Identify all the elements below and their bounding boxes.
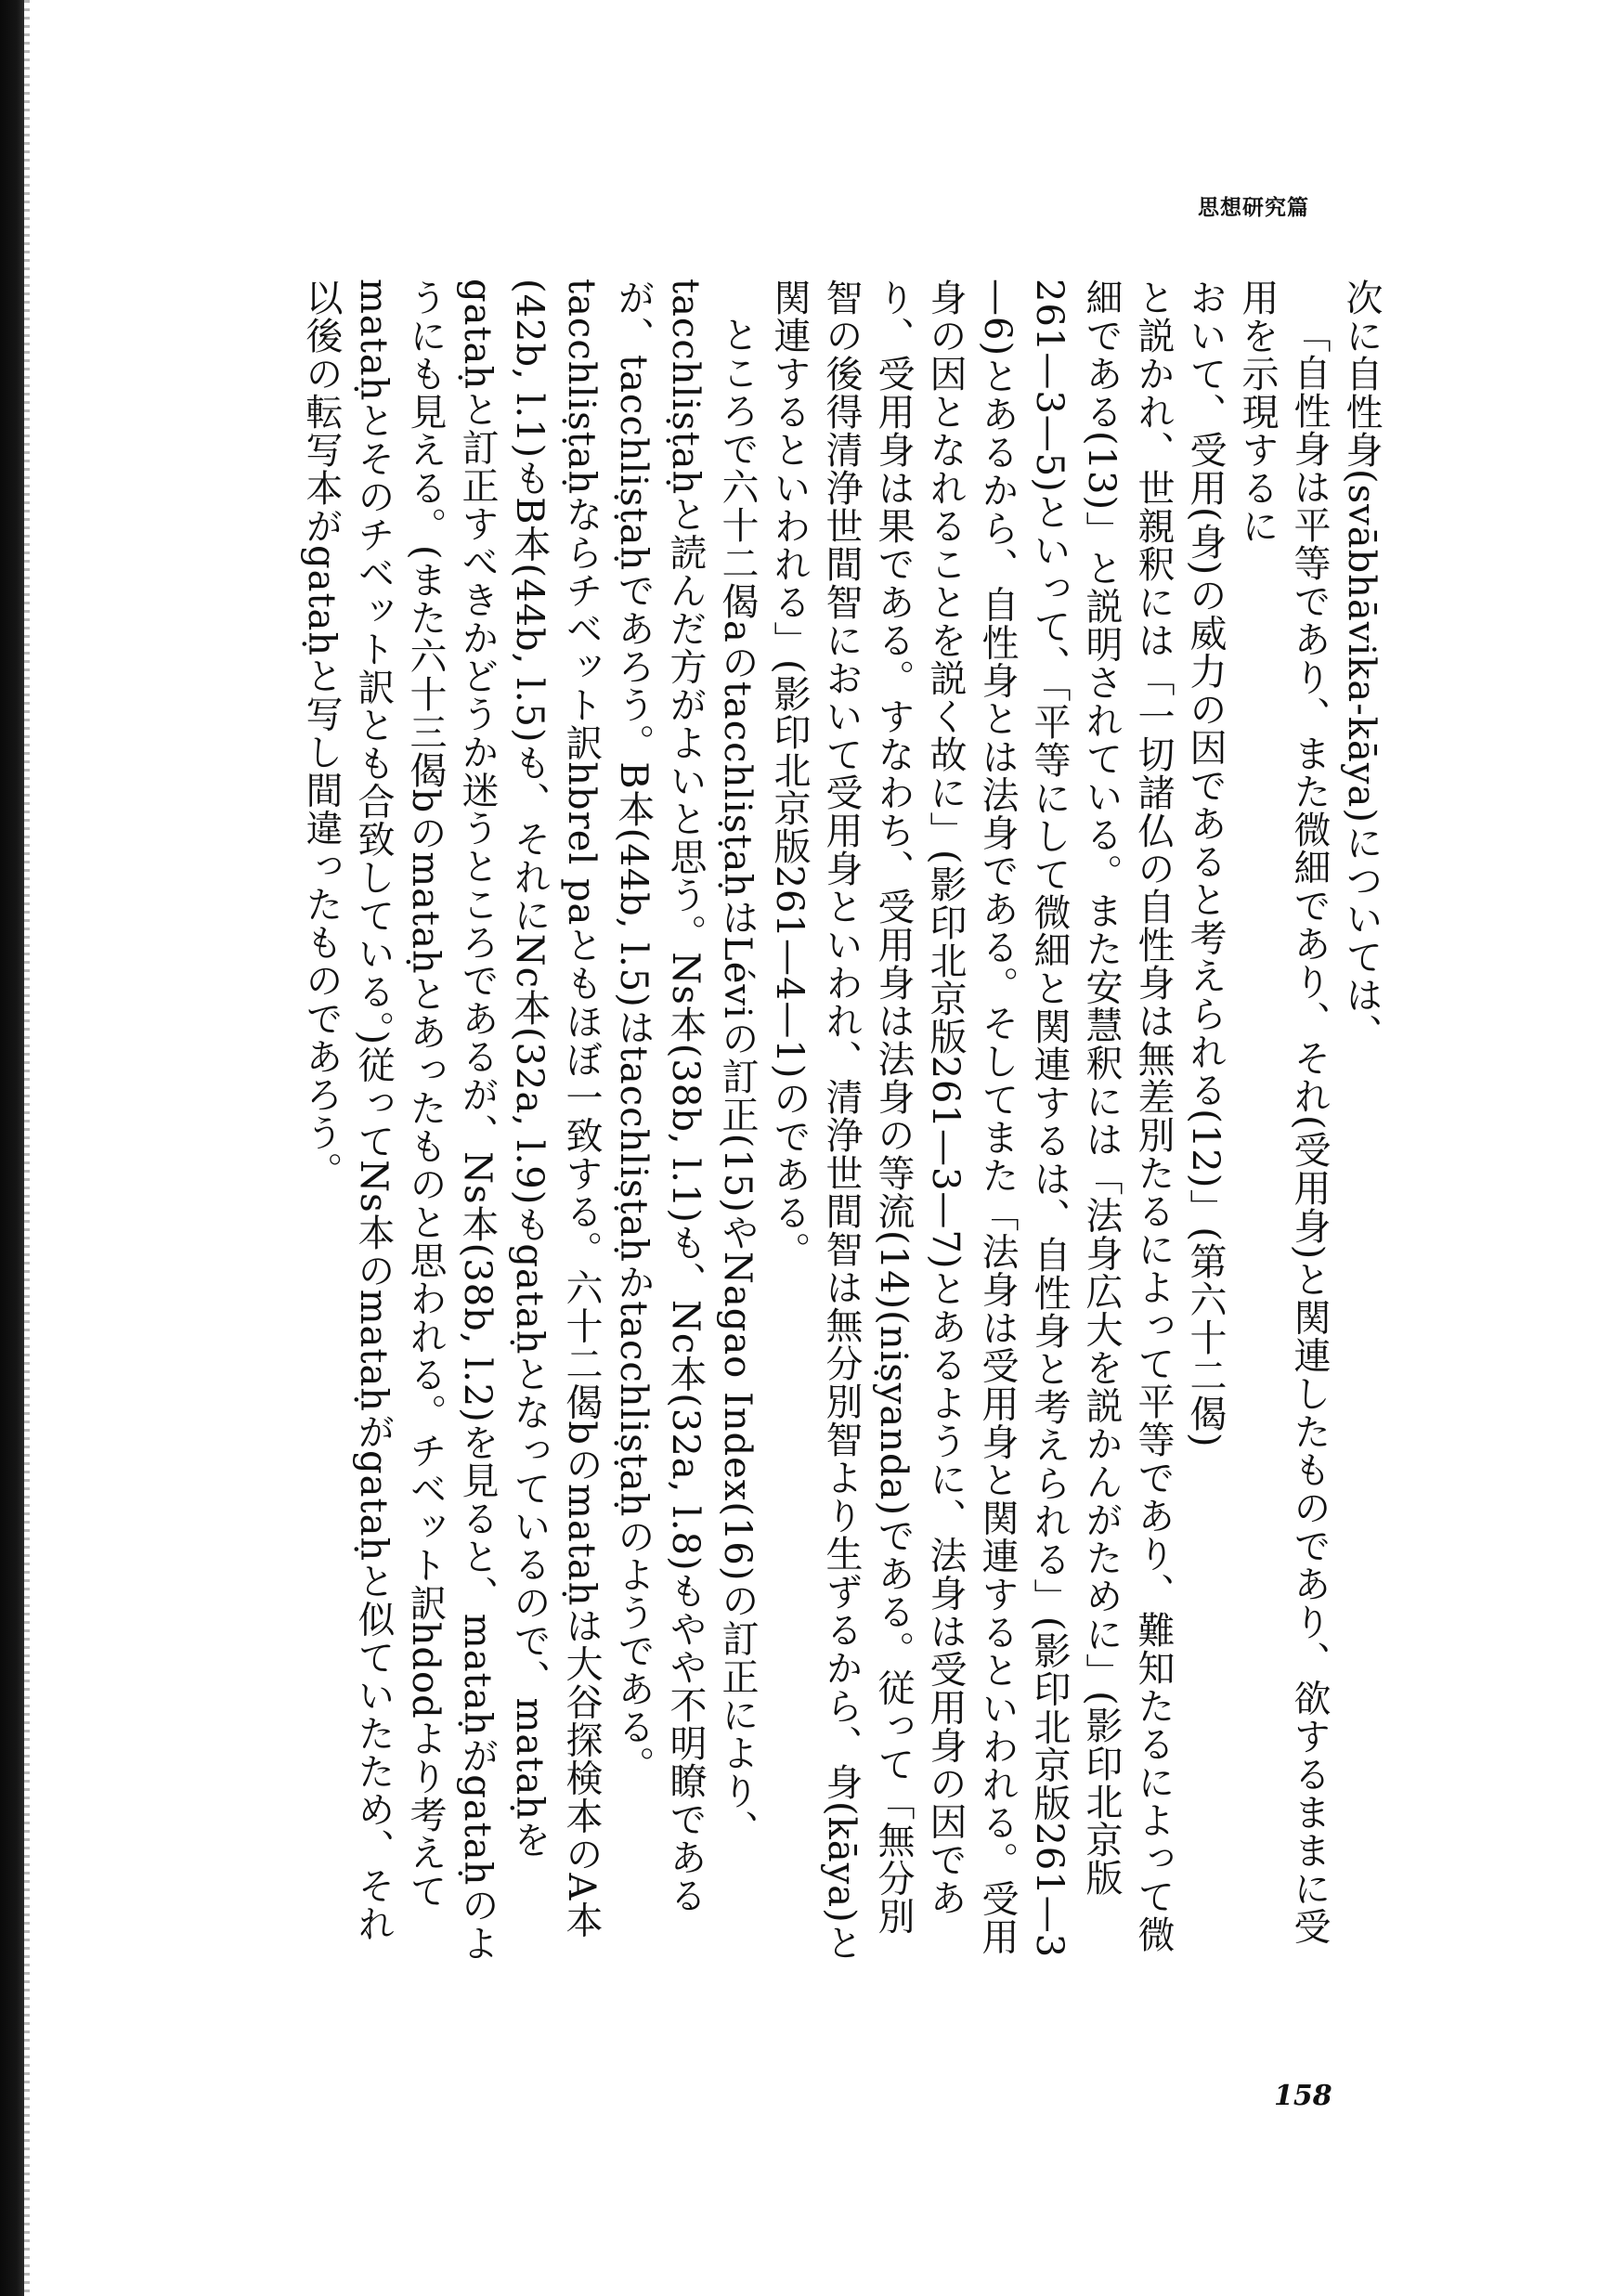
body-text	[180, 279, 1387, 1968]
running-header: 思想研究篇	[1198, 195, 1309, 220]
page-number: 158	[1274, 2080, 1332, 2112]
paragraph-intro: 次に自性身(svābhāvika-kāya)については、	[1340, 279, 1383, 1052]
binding-shadow	[24, 0, 30, 2296]
paragraph-commentary: と説かれ、世親釈には「一切諸仏の自性身は無差別たるによって平等であり、難知たるによって微細である(13)」と説明されている。また安慧釈には「法身広大を説かんがために」(影印北京版261—3—5)といって、「平等にして微細と関連するは、自性身と考えられる」(影印北京版261—3—6)とあるから、自性身とは法身である。そしてまた「法身は受用身と関連するといわれる。受用身の因となれることを説く故に」(影印北京版261—3—7)とあるように、法身は受用身の因であり、受用身は果である。すなわち、受用身は法身の等流(14)(niṣyanda)である。従って「無分別智の後得清浄世間智において受用身といわれ、清浄世間智は無分別智より生ずるから、身(kāya)と関連するといわれる」(影印北京版261—4—1)のである。	[768, 279, 1175, 1962]
verse-quote: 「自性身は平等であり、また微細であり、それ(受用身)と関連したものであり、欲するままに受用を示現するに	[1236, 279, 1331, 1946]
verse-quote-continued: おいて、受用(身)の威力の因であると考えられる(12)」(第六十二偈)	[1184, 279, 1227, 1448]
paragraph-textual-note: ところで六十二偈aのtacchliṣṭaḥはLéviの訂正(15)やNagao Index(16)の訂正により、tacchliṣṭaḥと読んだ方がよいと思う。Ns本(38b, l.1)も、Nc本(32a, l.8)もやや不明瞭であるが、tacchliṣṭaḥであろう。B本(44b, l.5)はtacchliṣṭaḥかtacchliṣṭaḥのようである。tacchliṣṭaḥならチベット訳hbrel paともほぼ一致する。六十二偈bのmataḥは大谷探検本のA本(42b, l.1)もB本(44b, l.5)も、それにNc本(32a, l.9)もgataḥとなっているので、mataḥをgataḥと訂正すべきかどうか迷うところであるが、Ns本(38b, l.2)を見ると、mataḥがgataḥのようにも見える。(また六十三偈bのmataḥとあったものと思われる。チベット訳hdodより考えてmataḥとそのチベット訳とも合致している。)従ってNs本のmataḥがgataḥと似ていたため、それ以後の転写本がgataḥと写し間違ったものであろう。	[300, 279, 759, 1963]
binding-edge	[0, 0, 24, 2296]
